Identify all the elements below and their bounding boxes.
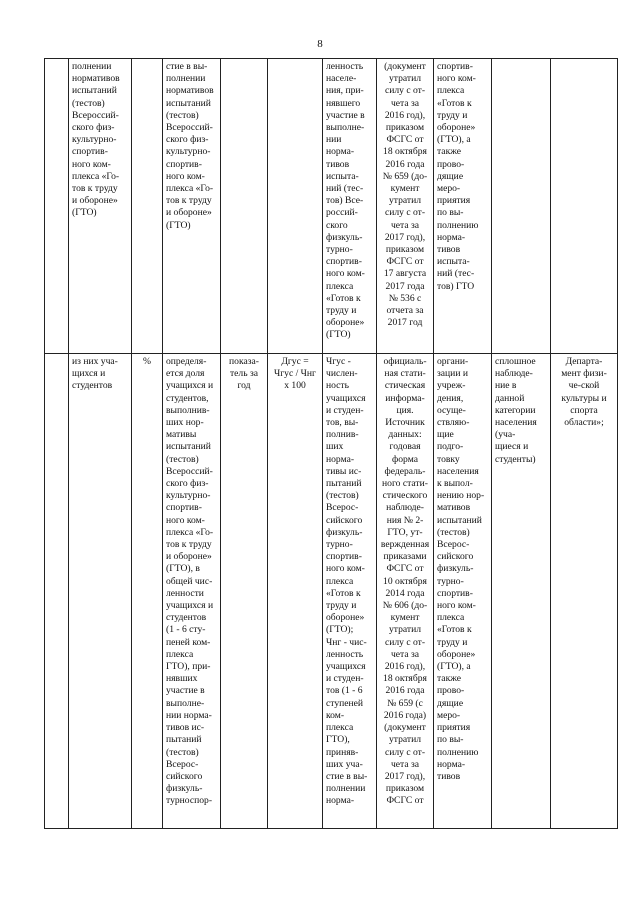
page-number: 8 <box>317 38 323 50</box>
cell-coverage: сплошное наблюде- ние в данной категории населения (уча- щиеся и студенты) <box>492 354 551 829</box>
cell-responsible <box>551 59 618 354</box>
cell-observation-unit: органи- зации и учреж- дения, осуще- ствляю- щие подго- товку населения к выпол- нению нор- мативов испытаний (тестов) Всерос- сийского физкуль- турно- спортив- ного ком- плекса «Готов к труду и обороне» (ГТО), а также прово- дящие меро- приятия по вы- полнению норма- тивов <box>434 354 492 829</box>
table-row-continued <box>45 59 618 354</box>
cell-unit <box>132 59 163 354</box>
table-row-students <box>45 354 618 829</box>
cell-observation-unit: спортив- ного ком- плекса «Готов к труду и обороне» (ГТО), а также прово- дящие меро- приятия по вы- полнению норма- тивов испыта- ний (тес- тов) ГТО <box>434 59 492 354</box>
cell-definition: определя- ется доля учащихся и студентов, выполнив- ших нор- мативы испытаний (тестов) Всероссий- ского физ- культурно- спортив- ного ком- плекса «Го- тов к труду и обороне» (ГТО), в общей чис- ленности учащихся и студентов (1 - 6 сту- пеней ком- плекса ГТО), при- нявших участие в выполне- нии норма- тивов ис- пытаний (тестов) Всерос- сийского физкуль- турноспор- <box>163 354 221 829</box>
cell-formula: Дгус = Чгус / Чнг х 100 <box>268 354 323 829</box>
cell-time-characteristic: показа- тель за год <box>221 354 268 829</box>
cell-unit: % <box>132 354 163 829</box>
cell-data-source: официаль- ная стати- стическая информа- ция. Источник данных: годовая форма федераль- ного стати- стического наблюде- ния № 2- ГТО, ут- вержденная приказами ФСГС от 10 октября 2014 года № 606 (до- кумент утратил силу с от- чета за 2016 год), 18 октября 2016 года № 659 (с 2016 года) (документ утратил силу с от- чета за 2017 год), приказом ФСГС от <box>377 354 434 829</box>
cell-number <box>45 59 69 354</box>
cell-number <box>45 354 69 829</box>
cell-base-indicators: Чгус - числен- ность учащихся и студен- тов, вы- полнив- ших норма- тивы ис- пытаний (тестов) Всерос- сийского физкуль- турно- спортив- ного ком- плекса «Готов к труду и обороне» (ГТО); Чнг - чис- ленность учащихся и студен- тов (1 - 6 ступеней ком- плекса ГТО), приняв- ших уча- стие в вы- полнении норма- <box>323 354 377 829</box>
cell-indicator-name: из них уча- щихся и студентов <box>69 354 132 829</box>
cell-coverage <box>492 59 551 354</box>
cell-definition: стие в вы- полнении нормативов испытаний (тестов) Всероссий- ского физ- культурно- спортив- ного ком- плекса «Го- тов к труду и обороне» (ГТО) <box>163 59 221 354</box>
cell-data-source: (документ утратил силу с от- чета за 2016 год), приказом ФСГС от 18 октября 2016 года № 659 (до- кумент утратил силу с от- чета за 2017 год), приказом ФСГС от 17 августа 2017 года № 536 с отчета за 2017 год <box>377 59 434 354</box>
cell-time-characteristic <box>221 59 268 354</box>
cell-formula <box>268 59 323 354</box>
indicator-table <box>44 58 618 829</box>
cell-responsible: Департа- мент физи- че-ской культуры и спорта области»; <box>551 354 618 829</box>
cell-base-indicators: ленность населе- ния, при- нявшего участие в выполне- нии норма- тивов испыта- ний (тес- тов) Все- россий- ского физкуль- турно- спортив- ного ком- плекса «Готов к труду и обороне» (ГТО) <box>323 59 377 354</box>
cell-indicator-name: полнении нормативов испытаний (тестов) Всероссий- ского физ- культурно- спортив- ного ком- плекса «Го- тов к труду и обороне» (ГТО) <box>69 59 132 354</box>
